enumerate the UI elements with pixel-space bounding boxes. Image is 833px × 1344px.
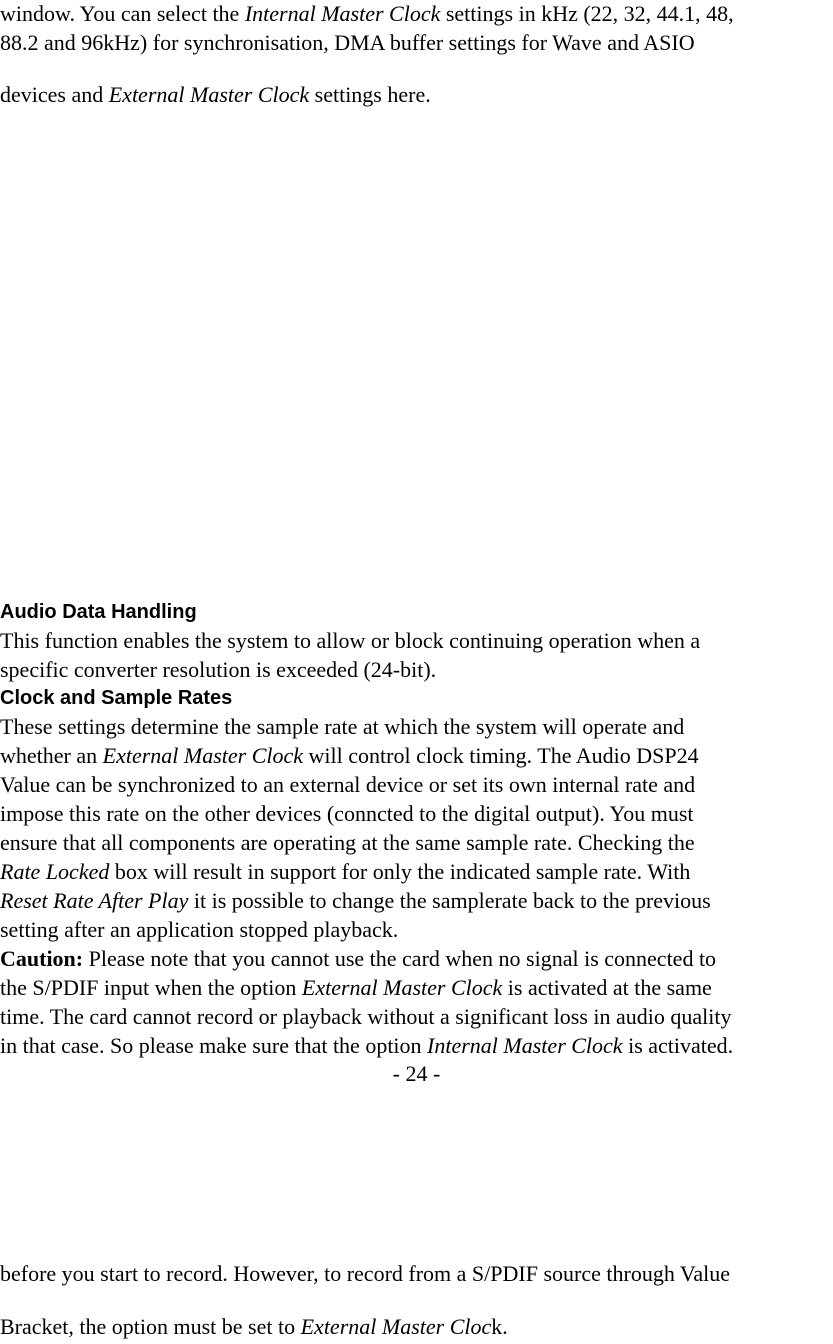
reset-rate-term: Reset Rate After Play bbox=[0, 888, 189, 913]
next-page-line-2 bbox=[0, 1313, 508, 1341]
clock-line-1: These settings determine the sample rate at which the system will operate and bbox=[0, 714, 685, 739]
page-number: - 24 - bbox=[392, 1061, 441, 1086]
intro-text: settings in kHz (22, 32, 44.1, 48, bbox=[440, 1, 734, 26]
external-master-clock-term: External Master Cloc bbox=[300, 1314, 492, 1339]
intro-text: devices and bbox=[0, 82, 109, 107]
caution-line-1 bbox=[0, 945, 716, 973]
clock-line-3: Value can be synchronized to an external device or set its own internal rate and bbox=[0, 772, 696, 797]
caution-text: Please note that you cannot use the card when no signal is connected to bbox=[83, 946, 717, 971]
clock-heading: Clock and Sample Rates bbox=[0, 687, 233, 709]
next-page-line-1: before you start to record. However, to record from a S/PDIF source through Value bbox=[0, 1261, 731, 1286]
caution-text: the S/PDIF input when the option bbox=[0, 975, 302, 1000]
clock-line-7 bbox=[0, 887, 711, 915]
audio-data-line-2: specific converter resolution is exceeded (24-bit). bbox=[0, 657, 437, 682]
external-master-clock-term: External Master Clock bbox=[301, 975, 503, 1000]
clock-text: it is possible to change the samplerate back to the previous bbox=[188, 888, 711, 913]
caution-line-2 bbox=[0, 974, 712, 1002]
figure-space bbox=[0, 115, 833, 595]
audio-data-heading: Audio Data Handling bbox=[0, 601, 197, 623]
clock-text: whether an bbox=[0, 743, 103, 768]
intro-text: window. You can select the bbox=[0, 1, 245, 26]
external-master-clock-term: External Master Clock bbox=[108, 82, 310, 107]
caution-line-4 bbox=[0, 1032, 733, 1060]
caution-text: is activated at the same bbox=[502, 975, 712, 1000]
clock-text: will control clock timing. The Audio DSP24 bbox=[303, 743, 699, 768]
caution-label: Caution: bbox=[0, 946, 84, 971]
clock-line-8: setting after an application stopped playback. bbox=[0, 917, 399, 942]
intro-line-2: 88.2 and 96kHz) for synchronisation, DMA buffer settings for Wave and ASIO bbox=[0, 30, 695, 55]
external-master-clock-term: External Master Clock bbox=[102, 743, 304, 768]
clock-line-5: ensure that all components are operating at the same sample rate. Checking the bbox=[0, 830, 695, 855]
internal-master-clock-term: Internal Master Clock bbox=[427, 1033, 623, 1058]
next-page-text: k. bbox=[491, 1314, 508, 1339]
internal-master-clock-term: Internal Master Clock bbox=[244, 1, 441, 26]
clock-line-2 bbox=[0, 742, 699, 770]
audio-data-line-1: This function enables the system to allow or block continuing operation when a bbox=[0, 628, 701, 653]
caution-text: is activated. bbox=[622, 1033, 734, 1058]
clock-line-4: impose this rate on the other devices (conncted to the digital output). You must bbox=[0, 801, 694, 826]
clock-text: box will result in support for only the indicated sample rate. With bbox=[109, 859, 691, 884]
clock-line-6 bbox=[0, 858, 690, 886]
caution-text: in that case. So please make sure that the option bbox=[0, 1033, 428, 1058]
caution-line-3: time. The card cannot record or playback without a significant loss in audio quality bbox=[0, 1004, 732, 1029]
next-page-text: Bracket, the option must be set to bbox=[0, 1314, 301, 1339]
intro-line-3 bbox=[0, 81, 431, 109]
rate-locked-term: Rate Locked bbox=[0, 859, 110, 884]
intro-line-1 bbox=[0, 0, 734, 28]
intro-text: settings here. bbox=[309, 82, 431, 107]
